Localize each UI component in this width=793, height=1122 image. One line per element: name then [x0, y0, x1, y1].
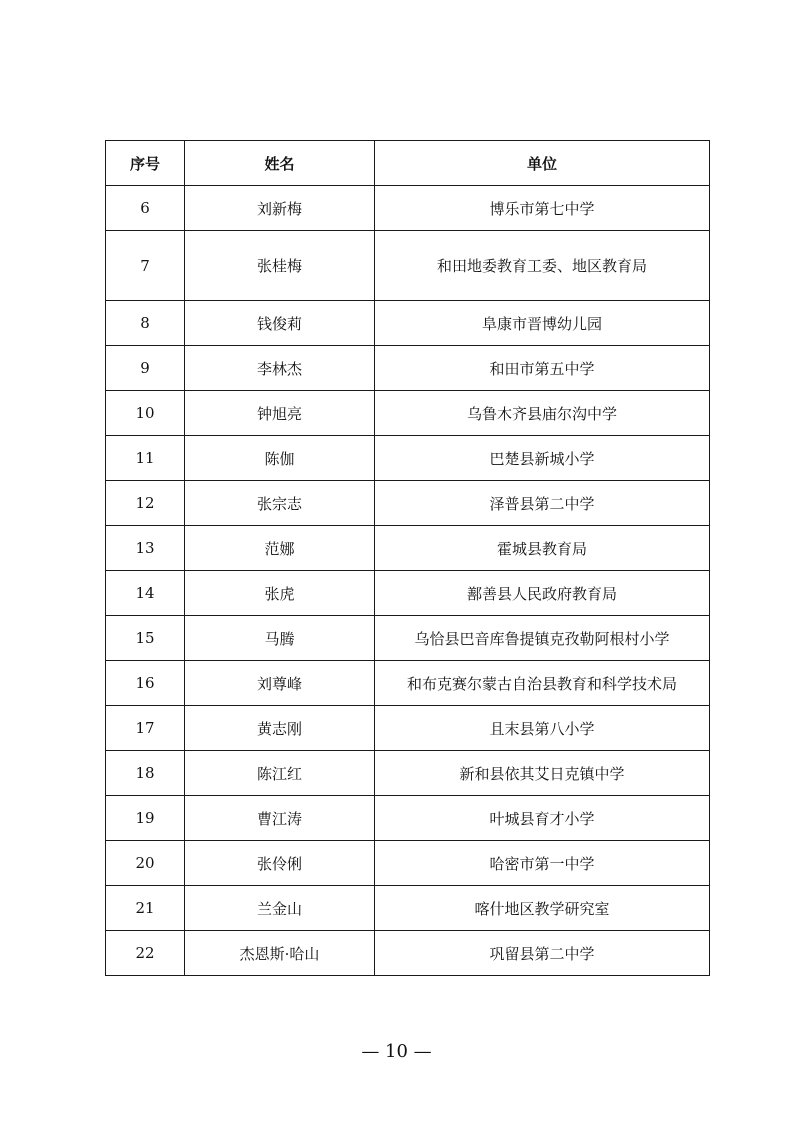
cell-no: 20	[106, 841, 185, 886]
cell-name: 张桂梅	[185, 231, 375, 301]
table-row	[106, 301, 710, 346]
cell-no: 22	[106, 931, 185, 976]
cell-unit: 巴楚县新城小学	[375, 436, 710, 481]
cell-unit: 哈密市第一中学	[375, 841, 710, 886]
table-row	[106, 931, 710, 976]
table-row	[106, 571, 710, 616]
table-row	[106, 231, 710, 301]
cell-name: 范娜	[185, 526, 375, 571]
roster-table	[105, 140, 710, 976]
cell-unit: 和田市第五中学	[375, 346, 710, 391]
table-row	[106, 186, 710, 231]
cell-name: 马腾	[185, 616, 375, 661]
table-row	[106, 481, 710, 526]
cell-unit: 霍城县教育局	[375, 526, 710, 571]
cell-name: 张伶俐	[185, 841, 375, 886]
cell-unit: 鄯善县人民政府教育局	[375, 571, 710, 616]
cell-name: 黄志刚	[185, 706, 375, 751]
cell-unit: 和田地委教育工委、地区教育局	[375, 231, 710, 301]
header-name: 姓名	[185, 141, 375, 186]
table-row	[106, 436, 710, 481]
cell-no: 8	[106, 301, 185, 346]
table-header-row	[106, 141, 710, 186]
cell-name: 杰恩斯·哈山	[185, 931, 375, 976]
cell-name: 曹江涛	[185, 796, 375, 841]
table-row	[106, 661, 710, 706]
table-row	[106, 841, 710, 886]
cell-no: 12	[106, 481, 185, 526]
cell-unit: 乌鲁木齐县庙尔沟中学	[375, 391, 710, 436]
cell-name: 刘新梅	[185, 186, 375, 231]
cell-unit: 叶城县育才小学	[375, 796, 710, 841]
table-row	[106, 526, 710, 571]
cell-unit: 巩留县第二中学	[375, 931, 710, 976]
cell-name: 兰金山	[185, 886, 375, 931]
cell-no: 18	[106, 751, 185, 796]
cell-no: 10	[106, 391, 185, 436]
table-row	[106, 616, 710, 661]
cell-no: 11	[106, 436, 185, 481]
cell-unit: 阜康市晋博幼儿园	[375, 301, 710, 346]
header-unit: 单位	[375, 141, 710, 186]
table-row	[106, 391, 710, 436]
cell-no: 6	[106, 186, 185, 231]
cell-name: 陈伽	[185, 436, 375, 481]
cell-name: 刘尊峰	[185, 661, 375, 706]
cell-no: 21	[106, 886, 185, 931]
cell-unit: 泽普县第二中学	[375, 481, 710, 526]
cell-no: 14	[106, 571, 185, 616]
cell-no: 17	[106, 706, 185, 751]
cell-no: 7	[106, 231, 185, 301]
cell-unit: 且末县第八小学	[375, 706, 710, 751]
cell-name: 张虎	[185, 571, 375, 616]
cell-unit: 乌恰县巴音库鲁提镇克孜勒阿根村小学	[375, 616, 710, 661]
cell-unit: 博乐市第七中学	[375, 186, 710, 231]
cell-unit: 喀什地区教学研究室	[375, 886, 710, 931]
table-row	[106, 886, 710, 931]
cell-no: 9	[106, 346, 185, 391]
table-row	[106, 751, 710, 796]
cell-name: 张宗志	[185, 481, 375, 526]
cell-name: 陈江红	[185, 751, 375, 796]
cell-name: 钱俊莉	[185, 301, 375, 346]
header-no: 序号	[106, 141, 185, 186]
cell-no: 16	[106, 661, 185, 706]
cell-name: 李林杰	[185, 346, 375, 391]
cell-unit: 新和县依其艾日克镇中学	[375, 751, 710, 796]
table-row	[106, 346, 710, 391]
cell-no: 19	[106, 796, 185, 841]
cell-no: 13	[106, 526, 185, 571]
page-number: — 10 —	[361, 1041, 432, 1062]
cell-no: 15	[106, 616, 185, 661]
cell-unit: 和布克赛尔蒙古自治县教育和科学技术局	[375, 661, 710, 706]
table-row	[106, 796, 710, 841]
cell-name: 钟旭亮	[185, 391, 375, 436]
table-row	[106, 706, 710, 751]
